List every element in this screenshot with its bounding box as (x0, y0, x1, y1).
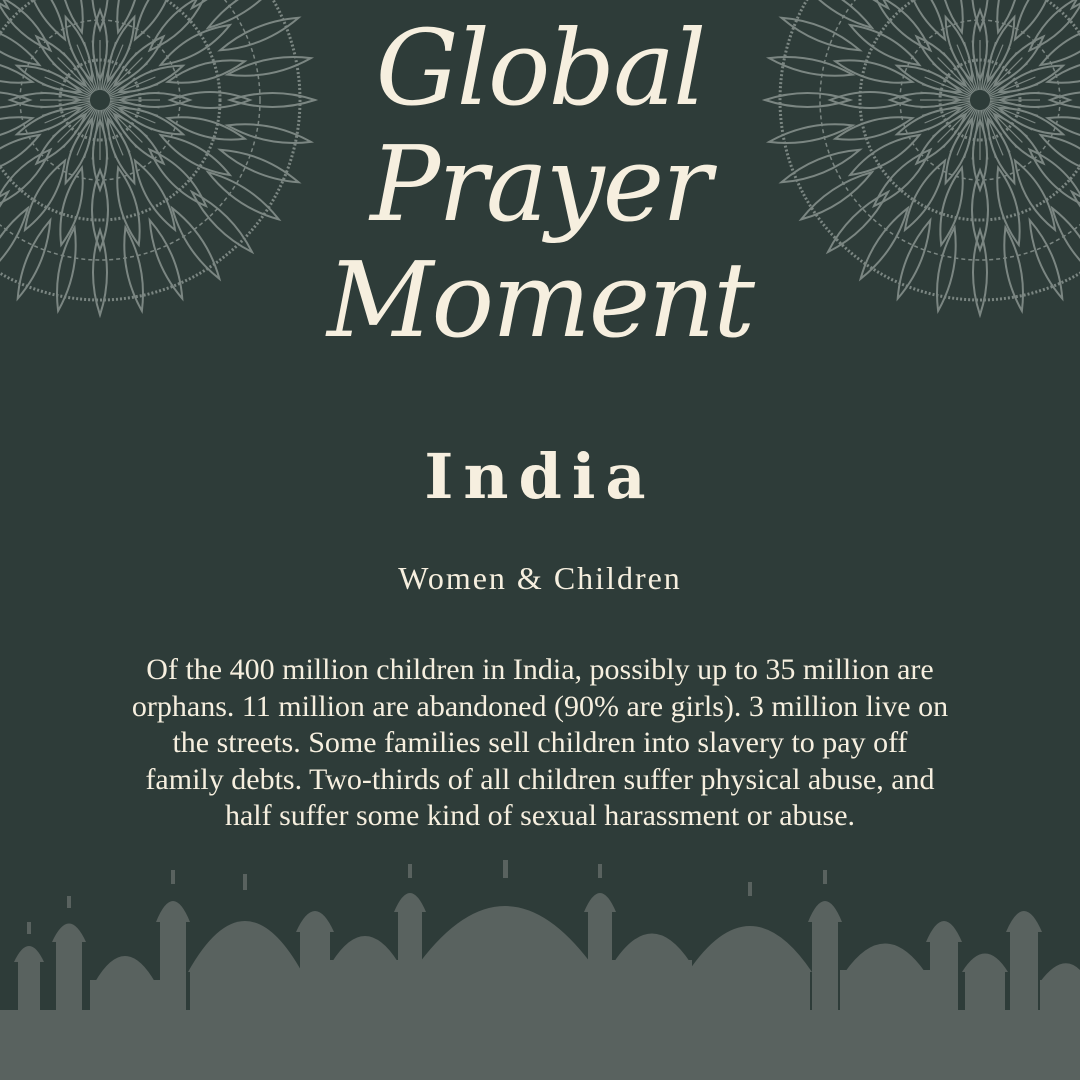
title (240, 7, 840, 361)
body-paragraph: Of the 400 million children in India, possibly up to 35 million are orphans. 11 million are abandoned (90% are girls). 3 million live on the streets. Some families sell children into slavery to pay off family debts. Two-thirds of all children suffer physical abuse, and half suffer some kind of sexual harassment or abuse. (131, 653, 949, 832)
title-line-2: Prayer (370, 123, 710, 245)
subtitle: Women & Children (398, 560, 682, 596)
title-line-1: Global (375, 7, 705, 129)
title-line-3: Moment (326, 239, 754, 361)
country-heading: India (424, 440, 656, 513)
mosque-skyline-silhouette (0, 860, 1080, 1080)
